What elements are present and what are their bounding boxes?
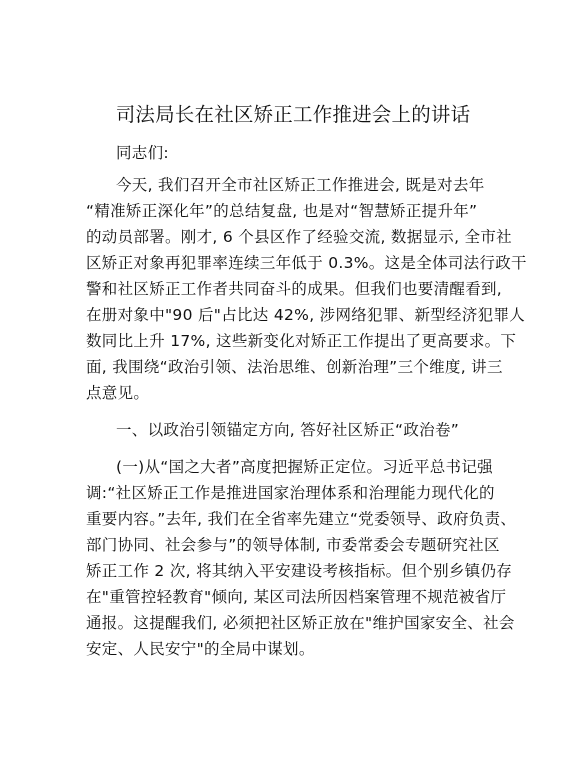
paragraph2-line: 部门协同、社会参与”的领导体制, 市委常委会专题研究社区 bbox=[86, 536, 500, 554]
paragraph1-line: 点意见。 bbox=[86, 384, 150, 402]
paragraph2-line: 通报。这提醒我们, 必须把社区矫正放在"维护国家安全、社会 bbox=[86, 614, 515, 632]
paragraph2-line: 重要内容。”去年, 我们在全省率先建立“党委领导、政府负责、 bbox=[86, 510, 517, 528]
paragraph1-line: 区矫正对象再犯罪率连续三年低于 0.3%。这是全体司法行政干 bbox=[86, 254, 527, 272]
section-heading: 一、以政治引领锚定方向, 答好社区矫正“政治卷” bbox=[116, 421, 460, 439]
paragraph1-line: “精准矫正深化年”的总结复盘, 也是对“智慧矫正提升年” bbox=[86, 202, 478, 220]
paragraph1-line: 面, 我围绕“政治引领、法治思维、创新治理”三个维度, 讲三 bbox=[86, 358, 503, 376]
paragraph2-line: 调:“社区矫正工作是推进国家治理体系和治理能力现代化的 bbox=[86, 484, 495, 502]
paragraph1-line: 数同比上升 17%, 这些新变化对矫正工作提出了更高要求。下 bbox=[86, 332, 517, 350]
paragraph2-line: 矫正工作 2 次, 将其纳入平安建设考核指标。但个别乡镇仍存 bbox=[86, 562, 513, 580]
document-title: 司法局长在社区矫正工作推进会上的讲话 bbox=[115, 103, 471, 126]
salutation: 同志们: bbox=[116, 144, 169, 162]
paragraph2-line: 安定、人民安宁"的全局中谋划。 bbox=[86, 640, 315, 658]
paragraph2-line: (一)从“国之大者”高度把握矫正定位。习近平总书记强 bbox=[116, 458, 493, 476]
paragraph2-line: 在"重管控轻教育"倾向, 某区司法所因档案管理不规范被省厅 bbox=[86, 588, 507, 606]
paragraph1-line: 今天, 我们召开全市社区矫正工作推进会, 既是对去年 bbox=[116, 176, 485, 194]
paragraph1-line: 在册对象中"90 后"占比达 42%, 涉网络犯罪、新型经济犯罪人 bbox=[86, 306, 526, 324]
paragraph1-line: 的动员部署。刚才, 6 个县区作了经验交流, 数据显示, 全市社 bbox=[86, 228, 512, 246]
paragraph1-line: 警和社区矫正工作者共同奋斗的成果。但我们也要清醒看到, bbox=[86, 280, 503, 298]
